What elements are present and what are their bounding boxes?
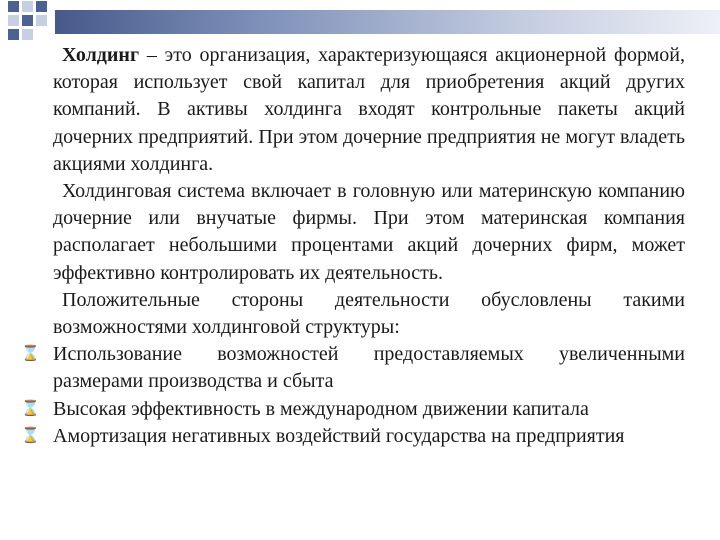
bullet-item [21, 396, 685, 423]
bullet-text: Высокая эффективность в международном движении капитала [53, 397, 589, 420]
header-square [22, 1, 33, 12]
hourglass-icon: ⌛ [21, 427, 40, 444]
paragraph-definition [53, 42, 685, 178]
bullet-item [21, 341, 685, 395]
header-square [8, 15, 19, 26]
bullet-text: Амортизация негативных воздействий государства на предприятия [53, 424, 625, 447]
header-square [22, 29, 33, 40]
hourglass-icon: ⌛ [21, 346, 40, 363]
header-square [36, 15, 47, 26]
slide-body [21, 42, 685, 450]
header-square [8, 29, 19, 40]
header-square [22, 15, 33, 26]
hourglass-icon: ⌛ [21, 400, 40, 417]
paragraph-advantages: Положительные стороны деятельности обусловлены такими возможностями холдинговой структуры: [53, 288, 685, 339]
header-square [8, 1, 19, 12]
term-holding: Холдинг [62, 44, 140, 66]
header-gradient-bar [55, 10, 720, 34]
definition-text: – это организация, характеризующаяся акционерной формой, которая использует свой капитал для приобретения акций других компаний. В активы холдинга входят контрольные пакеты акций дочерних предприятий. При этом дочерние предприятия не могут владеть акциями холдинга. [53, 44, 685, 175]
paragraph-system: Холдинговая система включает в головную или материнскую компанию дочерние или внучатые фирмы. При этом материнская компания располагает небольшими процентами акций дочерних фирм, может эффективно контролировать их деятельность. [53, 180, 685, 284]
bullet-text: Использование возможностей предоставляемых увеличенными размерами производства и сбыта [53, 343, 685, 393]
bullet-item [21, 423, 685, 450]
header-square [36, 1, 47, 12]
